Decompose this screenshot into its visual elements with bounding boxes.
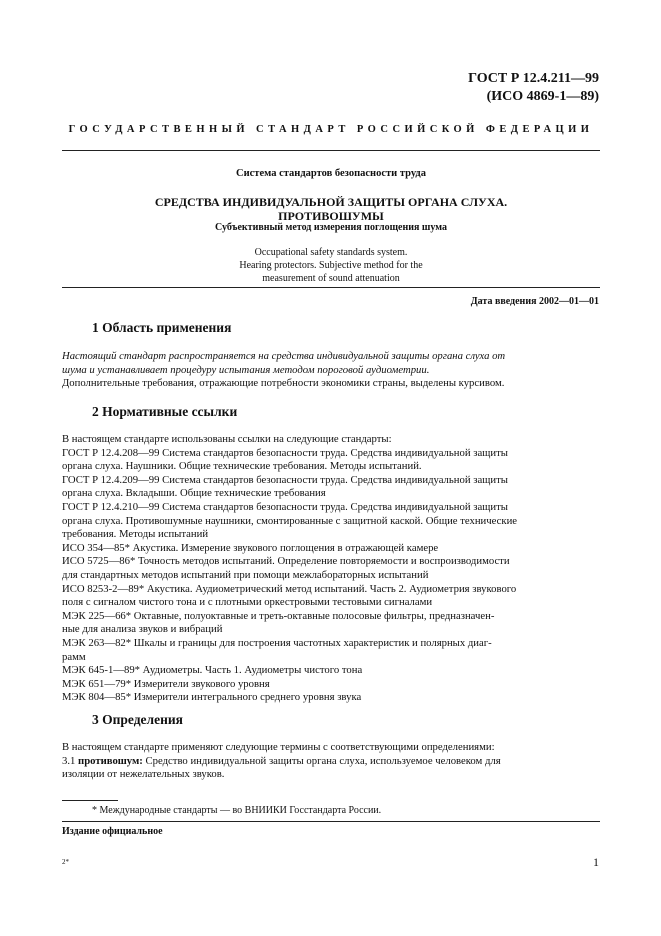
definitions-text — [62, 741, 600, 782]
edition-label: Издание официальное — [62, 826, 163, 837]
iso-code: (ИСО 4869-1—89) — [486, 89, 599, 104]
term-number: 3.1 — [62, 754, 76, 767]
reference-line: ные для анализа звуков и вибраций — [62, 623, 223, 636]
title-divider — [62, 287, 600, 288]
reference-line: поля с сигналом чистого тона и с плотными оркестровыми тестовыми сигналами — [62, 596, 433, 609]
reference-line: ГОСТ Р 12.4.208—99 Система стандартов безопасности труда. Средства индивидуальной защиты — [62, 446, 508, 459]
paragraph-line: В настоящем стандарте использованы ссылки на следующие стандарты: — [62, 433, 392, 445]
series-title: Система стандартов безопасности труда — [236, 168, 426, 179]
reference-line: рамм — [62, 650, 86, 663]
reference-line: ИСО 5725—86* Точность методов испытаний. Определение повторяемости и воспроизводимости — [62, 555, 510, 568]
reference-line: МЭК 804—85* Измерители интегрального среднего уровня звука — [62, 691, 362, 704]
definition-text: Средство индивидуальной защиты органа слуха, используемое человеком для — [145, 754, 501, 767]
reference-line: органа слуха. Вкладыши. Общие технические требования — [62, 487, 326, 500]
reference-line: органа слуха. Противошумные наушники, смонтированные с защитной каской. Общие технические — [62, 514, 518, 527]
section-heading-references: 2 Нормативные ссылки — [92, 404, 238, 419]
title-line: ПРОТИВОШУМЫ — [278, 209, 384, 223]
reference-line: МЭК 651—79* Измерители звукового уровня — [62, 677, 270, 690]
standard-code: ГОСТ Р 12.4.211—99 — [468, 71, 599, 86]
paragraph-line: шума и устанавливает процедуру испытания методом пороговой аудиометрии. — [62, 363, 430, 376]
reference-line: МЭК 263—82* Шкалы и границы для построения частотных характеристик и полярных диаг- — [62, 636, 492, 649]
reference-line: МЭК 225—66* Октавные, полуоктавные и треть-октавные полосовые фильтры, предназначен- — [62, 609, 495, 622]
scope-text — [62, 350, 600, 391]
paragraph-line: В настоящем стандарте применяют следующие термины с соответствующими определениями: — [62, 741, 495, 753]
reference-line: ГОСТ Р 12.4.209—99 Система стандартов безопасности труда. Средства индивидуальной защиты — [62, 473, 508, 486]
footer-divider — [62, 821, 600, 822]
definition-line: изоляции от нежелательных звуков. — [62, 768, 225, 781]
references-list — [62, 433, 600, 705]
introduction-date: Дата введения 2002—01—01 — [470, 296, 599, 307]
reference-line: ИСО 354—85* Акустика. Измерение звукового поглощения в отражающей камере — [62, 541, 439, 554]
reference-line: ИСО 8253-2—89* Акустика. Аудиометрический метод испытаний. Часть 2. Аудиометрия звукового — [62, 582, 517, 595]
reference-line: требования. Методы испытаний — [62, 528, 209, 541]
document-subtitle: Субъективный метод измерения поглощения шума — [215, 222, 447, 233]
page-number: 1 — [593, 855, 599, 869]
page-mark: 2* — [62, 858, 69, 866]
document-title — [62, 195, 600, 223]
title-line: СРЕДСТВА ИНДИВИДУАЛЬНОЙ ЗАЩИТЫ ОРГАНА СЛУХА. — [154, 195, 508, 209]
reference-line: органа слуха. Наушники. Общие технические требования. Методы испытаний. — [62, 460, 422, 473]
english-title — [62, 246, 600, 285]
footnote: * Международные стандарты — во ВНИИКИ Госстандарта России. — [92, 805, 382, 816]
reference-line: ГОСТ Р 12.4.210—99 Система стандартов безопасности труда. Средства индивидуальной защиты — [62, 500, 508, 513]
footnote-divider — [62, 800, 118, 801]
section-heading-definitions: 3 Определения — [92, 712, 183, 727]
section-heading-scope: 1 Область применения — [92, 320, 232, 335]
reference-line: МЭК 645-1—89* Аудиометры. Часть 1. Аудиометры чистого тона — [62, 664, 363, 677]
state-standard-heading: ГОСУДАРСТВЕННЫЙ СТАНДАРТ РОССИЙСКОЙ ФЕДЕРАЦИИ — [68, 124, 594, 135]
paragraph-line: Настоящий стандарт распространяется на средства индивидуальной защиты органа слуха от — [62, 350, 506, 362]
english-title-line: Occupational safety standards system. — [254, 247, 408, 258]
definition-line — [62, 755, 600, 769]
english-title-line: Hearing protectors. Subjective method for the — [239, 260, 423, 271]
english-title-line: measurement of sound attenuation — [262, 273, 400, 284]
paragraph-line: Дополнительные требования, отражающие потребности экономики страны, выделены курсивом. — [62, 377, 505, 390]
reference-line: для стандартных методов испытаний при помощи межлабораторных испытаний — [62, 568, 429, 581]
term: противошум: — [78, 754, 143, 767]
header-divider — [62, 150, 600, 151]
